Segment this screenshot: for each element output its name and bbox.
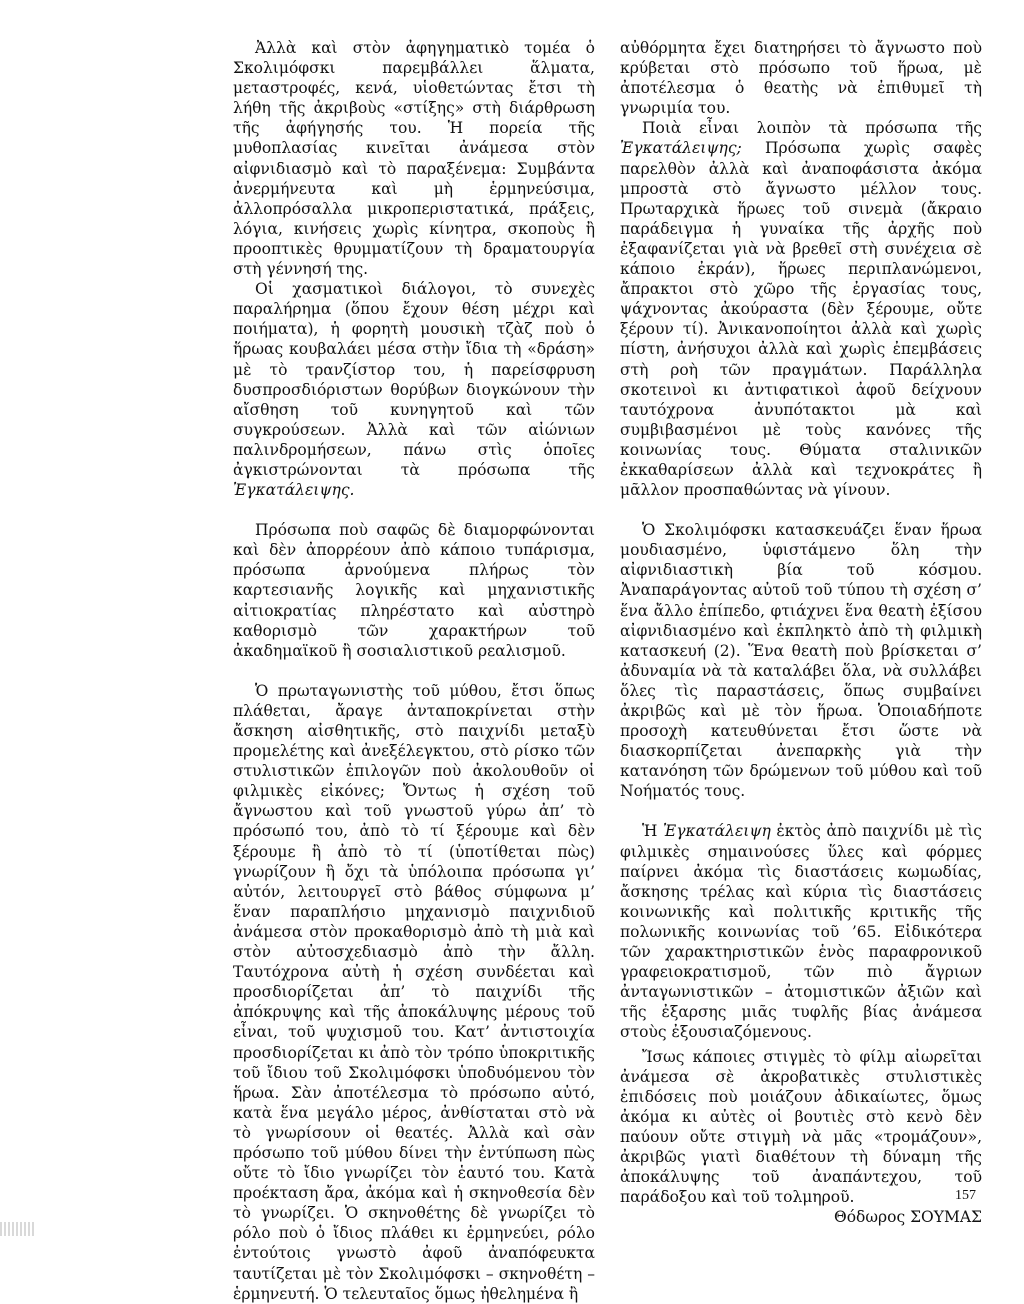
paragraph-right-5: Ἴσως κάποιες στιγμὲς τὸ φίλμ αἰωρεῖται ἀνάμεσα σὲ ἀκροβατικὲς στυλιστικὲς ἐπιδόσεις ποὺ μοιάζουν ἀδικαίωτες, ὅμως ἀκόμα κι αὐτὲς οἱ βουτιὲς στὸ κενὸ δὲν παύουν οὔτε στιγμὴ νὰ μᾶς «τρομάζουν», ἀκριβῶς γιατὶ διαθέτουν τὴ δύναμη τῆς ἀποκάλυψης τοῦ ἀναπάντεχου, τοῦ παράδοξου καὶ τοῦ τολμηροῦ. xyxy=(620,1047,982,1207)
page-number: 157 xyxy=(955,1188,976,1203)
film-title: Ἐγκατάλειψης. xyxy=(233,481,355,500)
right-column xyxy=(620,38,982,1227)
scan-artifact xyxy=(0,1222,34,1236)
paragraph-right-4 xyxy=(620,821,982,1042)
paragraph-right-4-lead: Ἡ xyxy=(642,822,658,841)
paragraph-left-1: Ἀλλὰ καὶ στὸν ἀφηγηματικὸ τομέα ὁ Σκολιμόφσκι παρεμβάλλει ἅλματα, μεταστροφές, κενά, υἱοθετώντας ἔτσι τὴ λήθη τῆς ἀκριβοὺς «στίξης» στὴ διάρθρωση τῆς ἀφήγησής του. Ἡ πορεία τῆς μυθοπλασίας κινεῖται ἀνάμεσα στὸν αἰφνιδιασμὸ καὶ τὸ παραξένεμα: Συμβάντα ἀνερμήνευτα καὶ μὴ ἑρμηνεύσιμα, ἀλλοπρόσαλλα μικροπεριστατικά, πράξεις, λόγια, κινήσεις χωρὶς κίνητρα, σκοποὺς ἢ προοπτικὲς θρυμματίζουν τὴ δραματουργία στὴ γέννησή της. xyxy=(233,39,595,279)
paragraph-right-2 xyxy=(620,118,982,500)
paragraph-left-3: Πρόσωπα ποὺ σαφῶς δὲ διαμορφώνονται καὶ δὲν ἀπορρέουν ἀπὸ κάποιο τυπάρισμα, πρόσωπα ἀρνούμενα πλήρως τὸν καρτεσιανῆς λογικῆς καὶ μηχανιστικῆς αἰτιοκρατίας πληρέστατο καὶ αὐστηρὸ καθορισμὸ τῶν χαρακτήρων τοῦ ἀκαδημαϊκοῦ ἢ σοσιαλιστικοῦ ρεαλισμοῦ. xyxy=(233,521,595,660)
author-signature: Θόδωρος ΣΟΥΜΑΣ xyxy=(834,1208,982,1227)
film-title: Ἐγκατάλειψης; xyxy=(620,139,742,158)
paragraph-left-2-text: Οἱ χασματικοὶ διάλογοι, τὸ συνεχὲς παραλήρημα (ὅπου ἔχουν θέση μέχρι καὶ ποιήματα), ἡ φορητὴ μουσικὴ τζὰζ ποὺ ὁ ἥρωας κουβαλάει μέσα στὴν ἴδια τὴ «δράση» μὲ τὸ τρανζίστορ του, ἡ παρείσφρυση δυσπροσδιόριστων θορύβων διογκώνουν τὴν αἴσθηση τοῦ κυνηγητοῦ καὶ τῶν συγκρούσεων. Ἀλλὰ καὶ τῶν αἰώνιων παλινδρομήσεων, πάνω στὶς ὁποῖες ἀγκιστρώνονται τὰ πρόσωπα τῆς xyxy=(233,280,595,479)
paragraph-right-2-lead: Ποιὰ εἶναι λοιπὸν τὰ πρόσωπα τῆς xyxy=(642,119,982,138)
paragraph-right-1: αὐθόρμητα ἔχει διατηρήσει τὸ ἄγνωστο ποὺ κρύβεται στὸ πρόσωπο τοῦ ἥρωα, μὲ ἀποτέλεσμα ὁ θεατὴς νὰ ἐπιθυμεῖ τὴ γνωριμία του. xyxy=(620,39,982,118)
paragraph-left-4: Ὁ πρωταγωνιστὴς τοῦ μύθου, ἔτσι ὅπως πλάθεται, ἄραγε ἀνταποκρίνεται στὴν ἄσκηση αἰσθητικῆς, στὸ παιχνίδι μεταξὺ προμελέτης καὶ ἀνεξέλεγκτου, στὸ ρίσκο τῶν στυλιστικῶν ἐπιλογῶν ποὺ ἀκολουθοῦν οἱ φιλμικὲς εἰκόνες; Ὄντως ἡ σχέση τοῦ ἄγνωστου καὶ τοῦ γνωστοῦ γύρω ἀπ’ τὸ πρόσωπό του, ἀπὸ τὸ τί ξέρουμε καὶ δὲν ξέρουμε ἢ ἀπὸ τὸ τί (ὑποτίθεται πὼς) γνωρίζουν ἢ ὄχι τὰ ὑπόλοιπα πρόσωπα γι’ αὐτόν, λειτουργεῖ στὸ βάθος σύμφωνα μ’ ἕναν παραπλήσιο μηχανισμὸ παιχνιδιοῦ ἀνάμεσα στὸν προκαθορισμὸ ἀπὸ τὴ μιὰ καὶ στὸν αὐτοσχεδιασμὸ ἀπὸ τὴν ἄλλη. Ταυτόχρονα αὐτὴ ἡ σχέση συνδέεται καὶ προσδιορίζεται ἀπ’ τὸ παιχνίδι τῆς ἀπόκρυψης καὶ τῆς ἀποκάλυψης μέρους τοῦ εἶναι, τοῦ ψυχισμοῦ του. Κατ’ ἀντιστοιχία προσδιορίζεται κι ἀπὸ τὸν τρόπο ὑποκριτικῆς τοῦ ἴδιου τοῦ Σκολιμόφσκι ὑποδυόμενου τὸν ἥρωα. Σὰν ἀποτέλεσμα τὸ πρόσωπο αὐτό, κατὰ ἕνα μεγάλο μέρος, ἀνθίσταται στὸ νὰ τὸ γνωρίσουν οἱ θεατές. Ἀλλὰ καὶ σὰν πρόσωπο τοῦ μύθου δίνει τὴν ἐντύπωση πὼς οὔτε τὸ ἴδιο γνωρίζει τὸν ἑαυτό του. Κατὰ προέκταση ἄρα, ἀκόμα καὶ ἡ σκηνοθεσία δὲν τὸ γνωρίζει. Ὁ σκηνοθέτης δὲ γνωρίζει τὸ ρόλο ποὺ ὁ ἴδιος πλάθει κι ἑρμηνεύει, ρόλο ἐντούτοις γνωστὸ ἀφοῦ ἀναπόφευκτα ταυτίζεται μὲ τὸν Σκολιμόφσκι – σκηνοθέτη – ἑρμηνευτή. Ὁ τελευταῖος ὅμως ἠθελημένα ἢ xyxy=(233,681,595,1303)
paragraph-left-2 xyxy=(233,279,595,500)
paragraph-right-4-text: ἐκτὸς ἀπὸ παιχνίδι μὲ τὶς φιλμικὲς σημαινούσες ὕλες καὶ φόρμες παίρνει ἀκόμα τὶς διαστάσεις κωμωδίας, ἄσκησης τρέλας καὶ κύρια τὶς διαστάσεις κοινωνικῆς καὶ πολιτικῆς κριτικῆς τῆς πολωνικῆς κοινωνίας τοῦ ’65. Εἰδικότερα τῶν χαρακτηριστικῶν ἑνὸς παραφρονικοῦ γραφειοκρατισμοῦ, τῶν πιὸ ἄγριων ἀνταγωνιστικῶν – ἀτομιστικῶν ἀξιῶν καὶ τῆς ἐξαρσης μιᾶς τυφλῆς βίας ἀνάμεσα στοὺς ἐξουσιαζόμενους. xyxy=(620,822,982,1042)
left-column xyxy=(233,38,595,1304)
film-title: Ἐγκατάλειψη xyxy=(662,822,771,841)
paragraph-right-2-text: Πρόσωπα χωρὶς σαφὲς παρελθὸν ἀλλὰ καὶ ἀναποφάσιστα ἀκόμα μπροστὰ στὸ ἄγνωστο μέλλον τους. Πρωταρχικὰ ἥρωες τοῦ σινεμὰ (ἄκραιο παράδειγμα ἡ γυναίκα τῆς ἀρχῆς ποὺ ἐξαφανίζεται γιὰ νὰ βρεθεῖ στὴ συνέχεια σὲ κάποιο ἐκράν), ἥρωες περιπλανώμενοι, ἄπρακτοι στὸ χῶρο τῆς ἐργασίας τους, ψάχνοντας ἀκούραστα (δὲν ξέρουμε, οὔτε ξέρουν τί). Ἀνικανοποίητοι ἀλλὰ καὶ χωρὶς πίστη, ἀνήσυχοι ἀλλὰ καὶ χωρὶς ἐπεμβάσεις στὴ ροὴ τῶν πραγμάτων. Παράλληλα σκοτεινοὶ κι ἀντιφατικοὶ ἀφοῦ δείχνουν ταυτόχρονα ἀνυπότακτοι μὰ καὶ συμβιβασμένοι μὲ τοὺς κανόνες τῆς κοινωνίας τους. Θύματα σταλινικῶν ἐκκαθαρίσεων ἀλλὰ καὶ τεχνοκράτες ἢ μᾶλλον προσπαθώντας νὰ γίνουν. xyxy=(620,139,982,500)
paragraph-right-3: Ὁ Σκολιμόφσκι κατασκευάζει ἕναν ἥρωα μουδιασμένο, ὑφιστάμενο ὅλη τὴν αἰφνιδιαστικὴ βία τοῦ κόσμου. Ἀναπαράγοντας αὐτοῦ τοῦ τύπου τὴ σχέση σ’ ἕνα ἄλλο ἐπίπεδο, φτιάχνει ἕνα θεατὴ ἐξίσου αἰφνιδιασμένο καὶ ἐκπληκτὸ ἀπὸ τὴ φιλμικὴ κατασκευή (2). Ἕνα θεατὴ ποὺ βρίσκεται σ’ ἀδυναμία νὰ τὰ καταλάβει ὅλα, νὰ συλλάβει ὅλες τὶς παραστάσεις, ὅπως συμβαίνει ἀκριβῶς καὶ μὲ τὸν ἥρωα. Ὁποιαδήποτε προσοχὴ κατευθύνεται ἔτσι ὥστε νὰ διασκορπίζεται ἀνεπαρκὴς γιὰ τὴν κατανόηση τῶν δρώμενων τοῦ μύθου καὶ τοῦ Νοήματός τους. xyxy=(620,521,982,801)
